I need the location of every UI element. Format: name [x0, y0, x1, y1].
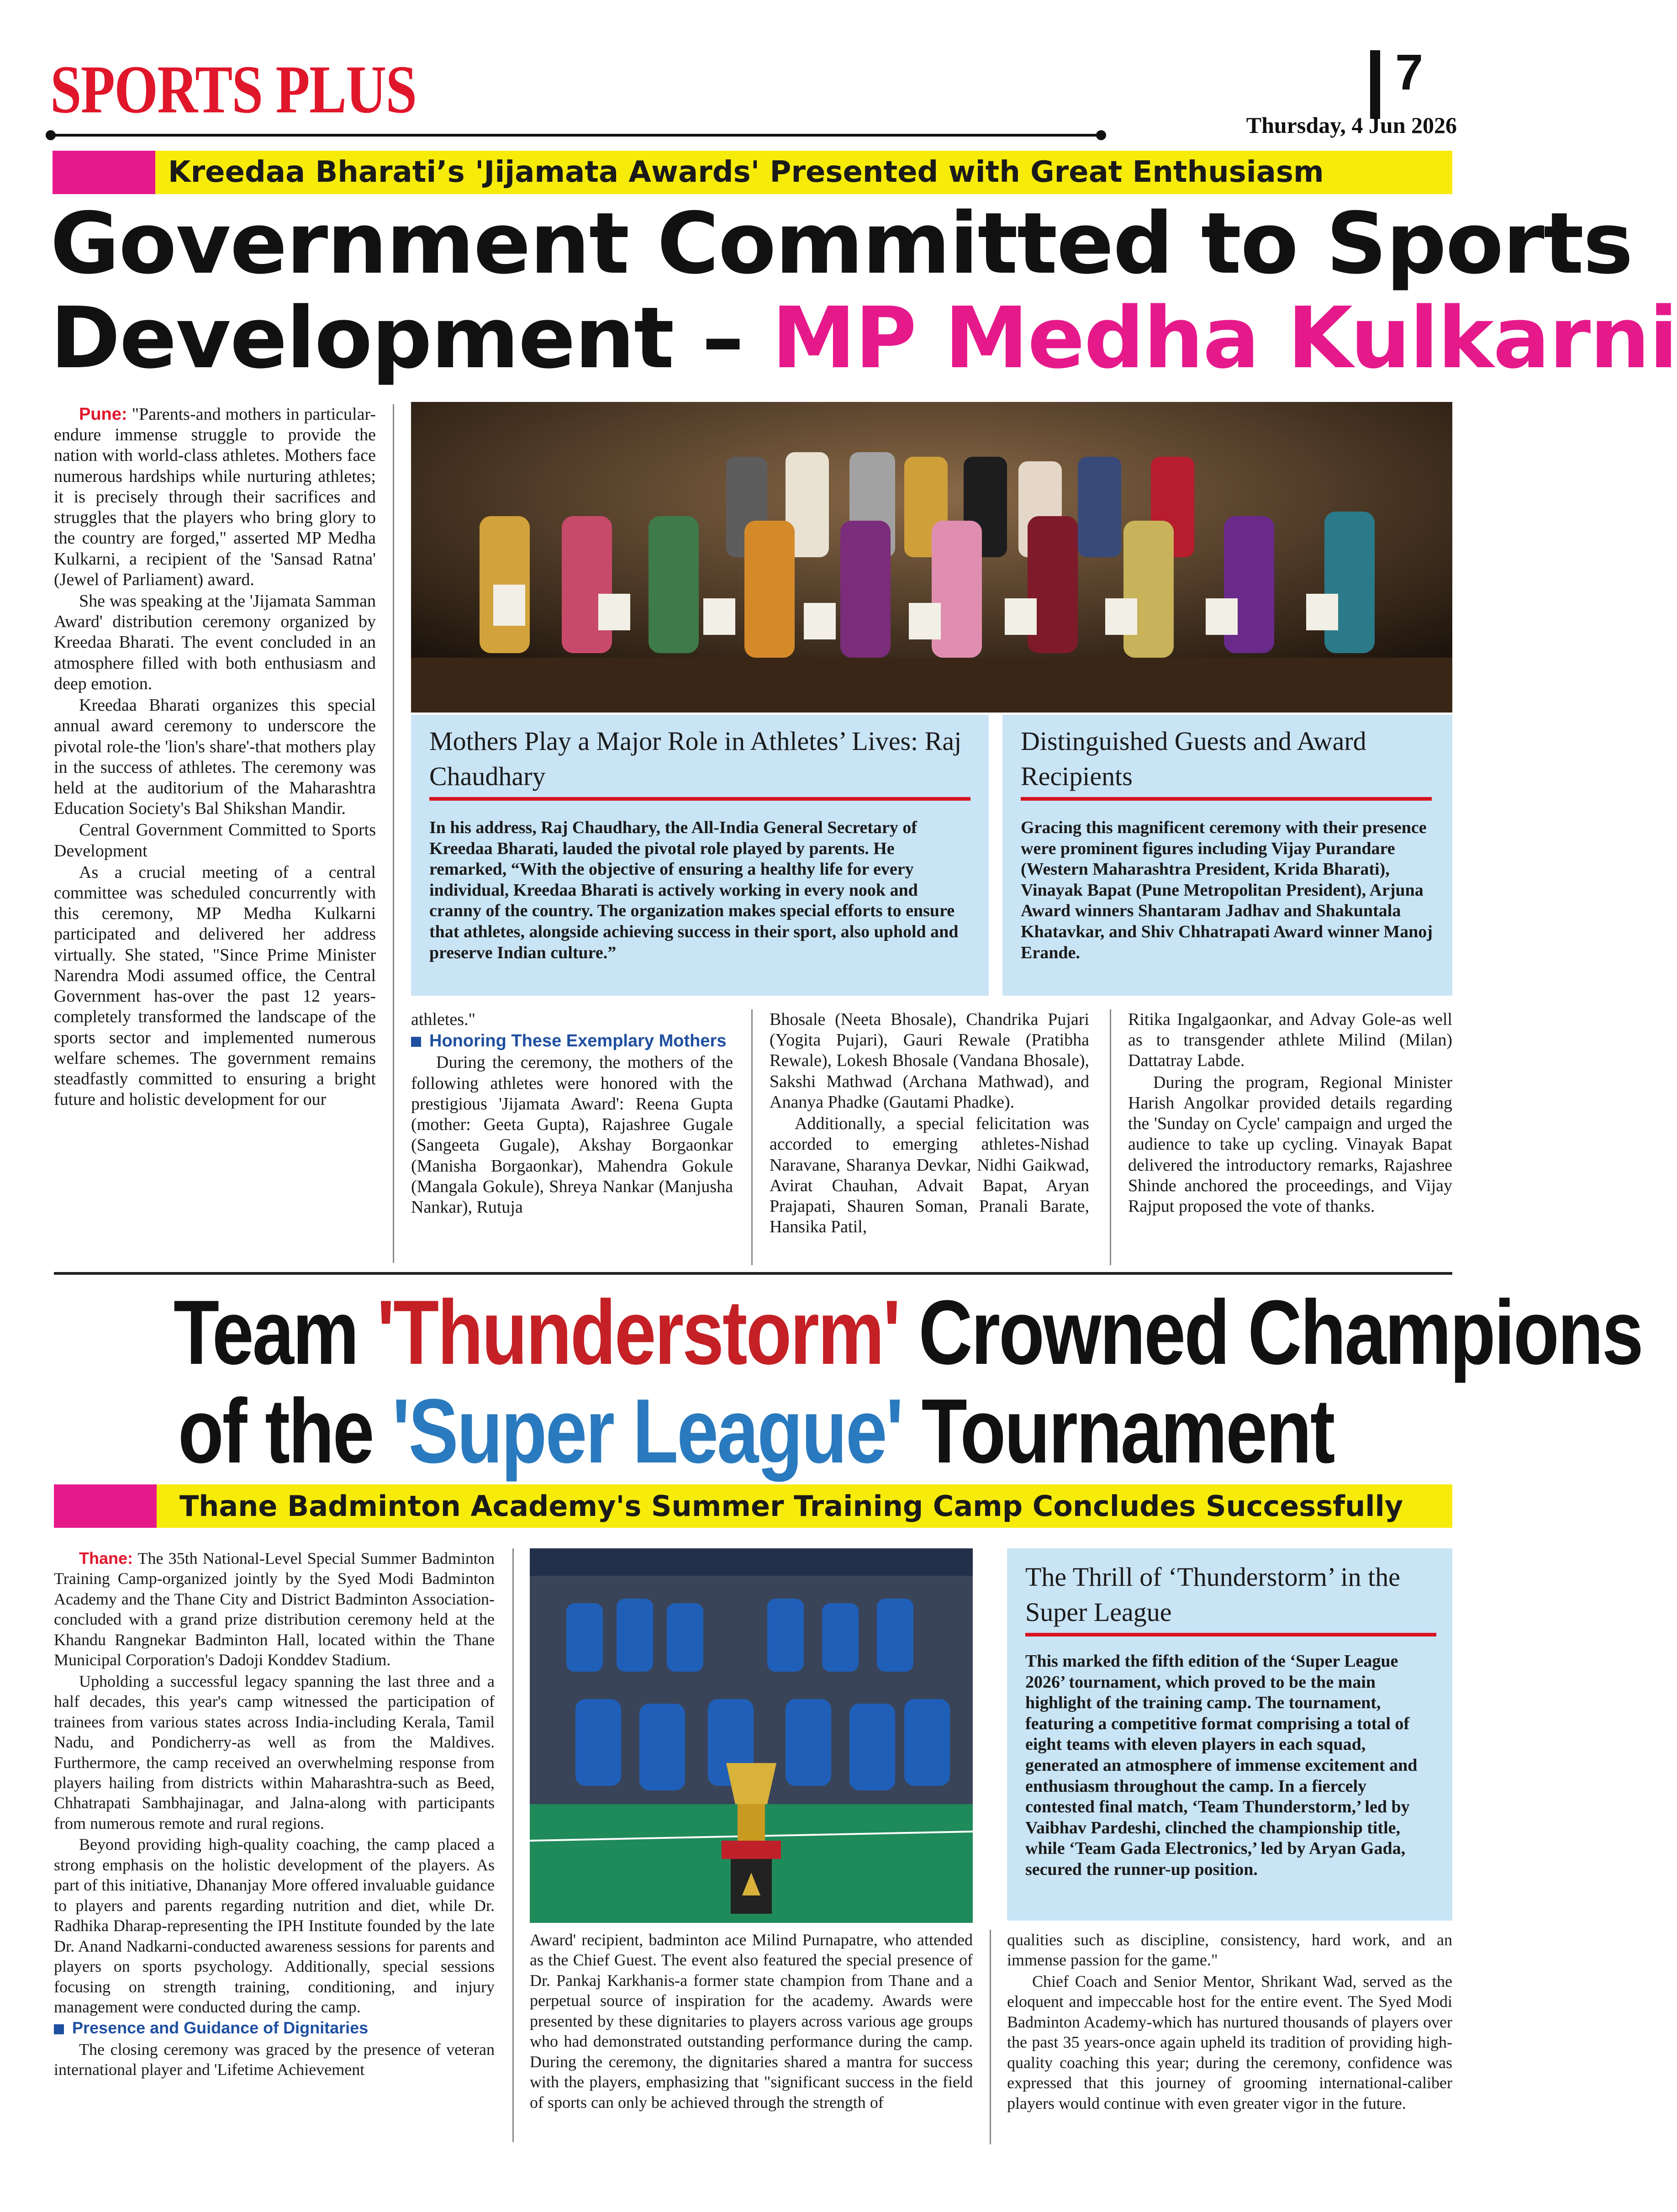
- ceremony-photo-illustration: [411, 402, 1452, 713]
- paragraph: Award' recipient, badminton ace Milind Purnapatre, who attended as the Chief Guest. The event also featured the special presence of Dr. Pankaj Karkhanis-a former state champion from Thane and a perpetual source of inspiration for the academy. Awards were presented by these dignitaries to players across various age groups who had demonstrated outstanding performance during the camp. During the ceremony, the dignitaries shared a mantra for success with the players, emphasizing that "significant success in the field of sports can only be achieved through the strength of: [530, 1931, 973, 2112]
- paragraph: Additionally, a special felicitation was accorded to emerging athletes-Nishad Naravane, Sharanya Devkar, Nidhi Gaikwad, Avirat Chauhan, Advait Bapat, Aryan Prajapati, Shauren Soman, Pranali Barate, Hansika Patil,: [770, 1114, 1089, 1237]
- paragraph: athletes.": [411, 1010, 476, 1029]
- rule-dot-right: [1096, 130, 1106, 140]
- box-body: This marked the fifth edition of the ‘Super League 2026’ tournament, which proved to be the main highlight of the training camp. The tournament, featuring a competitive format comprising a total of eight teams with eleven players in each squad, generated an atmosphere of immense excitement and enthusiasm throughout the camp. In a fiercely contested final match, ‘Team Thunderstorm,’ led by Vaibhav Pardeshi, clinched the championship title, while ‘Team Gada Electronics,’ led by Aryan Gada, secured the runner-up position.: [1025, 1652, 1418, 1879]
- story1-kicker: Kreedaa Bharati’s 'Jijamata Awards' Presented with Great Enthusiasm: [155, 151, 1452, 194]
- headline-line-2: of the 'Super League' Tournament: [178, 1380, 1334, 1482]
- story1-column-3: [770, 1009, 1089, 1265]
- story2-photo: [530, 1548, 973, 1923]
- paragraph: The closing ceremony was graced by the presence of veteran international player and 'Lifetime Achievement: [54, 2040, 495, 2079]
- story1-photo: [411, 402, 1452, 713]
- page-number: 7: [1395, 44, 1424, 100]
- story2-sidebar-box: [1007, 1548, 1452, 1921]
- story1-column-4: [1128, 1009, 1452, 1265]
- paragraph: As a crucial meeting of a central committee was scheduled concurrently with this ceremony, MP Medha Kulkarni participated and delivered her address virtually. She stated, "Since Prime Minister Narendra Modi assumed office, the Central Government has-over the past 12 years-completely transformed the landscape of the sports sector and implemented numerous welfare schemes. The government remains steadfastly committed to ensuring a bright future and holistic development for our: [54, 862, 376, 1109]
- headline-highlight: MP Medha Kulkarni: [771, 289, 1677, 388]
- subheading: Presence and Guidance of Dignitaries: [54, 2018, 495, 2038]
- paragraph: "Parents-and mothers in particular-endure immense struggle to provide the nation with world-class athletes. Mothers face numerous hardships while nurturing athletes; it is precisely through their sacrifices and struggles that the players who bring glory to the country are forged," asserted MP Medha Kulkarni, a recipient of the 'Sansad Ratna' (Jewel of Parliament) award.: [54, 405, 376, 589]
- column-divider: [751, 1009, 753, 1265]
- kicker-accent: [54, 1484, 157, 1528]
- headline-highlight: 'Super League': [392, 1380, 902, 1482]
- headline-highlight: 'Thunderstorm': [377, 1282, 899, 1383]
- paragraph: During the program, Regional Minister Harish Angolkar provided details regarding the 'Sunday on Cycle' campaign and urged the audience to take up cycling. Vinayak Bapat delivered the introductory remarks, Rajashree Shinde anchored the proceedings, and Vijay Rajput proposed the vote of thanks.: [1128, 1072, 1452, 1216]
- column-divider: [990, 1930, 991, 2144]
- column-divider: [512, 1548, 514, 2142]
- bullet-square-icon: [54, 2024, 64, 2034]
- headline-line-1: Team 'Thunderstorm' Crowned Champions: [173, 1282, 1642, 1383]
- story2-column-3: [1007, 1930, 1452, 2144]
- box-body: In his address, Raj Chaudhary, the All-India General Secretary of Kreedaa Bharati, lauded the pivotal role played by parents. He remarked, “With the objective of ensuring a healthy life for every individual, Kreedaa Bharati is actively working in every nook and cranny of the country. The organization makes special efforts to ensure that athletes, alongside achieving success in their sport, also uphold and preserve Indian culture.”: [429, 818, 959, 962]
- issue-date: Thursday, 4 Jun 2026: [1246, 112, 1457, 138]
- headline-text: Development –: [50, 289, 772, 388]
- dateline: Thane:: [79, 1549, 133, 1568]
- paragraph: Central Government Committed to Sports Development: [54, 820, 376, 861]
- masthead-rule: [50, 134, 1101, 137]
- story2-column-2: [530, 1930, 973, 2144]
- paragraph: Bhosale (Neeta Bhosale), Chandrika Pujari (Yogita Pujari), Gauri Rewale (Pratibha Rewale), Lokesh Bhosale (Vandana Bhosale), Sakshi Mathwad (Archana Mathwad), and Ananya Phadke (Gautami Phadke).: [770, 1010, 1089, 1112]
- story-separator: [54, 1272, 1452, 1275]
- story1-sidebar-box-2: [1002, 715, 1452, 996]
- section-masthead: SPORTS PLUS: [50, 52, 417, 127]
- paragraph: Upholding a successful legacy spanning the last three and a half decades, this year's camp witnessed the participation of trainees from various states across India-including Kerala, Tamil Nadu, and Pondicherry-as well as from the Maldives. Furthermore, the camp received an overwhelming response from players hailing from districts within Maharashtra-such as Beed, Chhatrapati Sambhajinagar, and Jalna-along with participants from numerous remote and rural regions.: [54, 1672, 495, 1832]
- headline-line-2: [50, 289, 1677, 388]
- team-photo-illustration: [530, 1548, 973, 1923]
- paragraph: Kreedaa Bharati organizes this special annual award ceremony to underscore the pivotal role-the 'lion's share'-that mothers play in the success of athletes. The ceremony was held at the auditorium of the Maharashtra Education Society's Bal Shikshan Mandir.: [54, 696, 376, 818]
- paragraph: qualities such as discipline, consistency, hard work, and an immense passion for the game.": [1007, 1931, 1452, 1969]
- story1-sidebar-box-1: [411, 715, 989, 996]
- box-title: Mothers Play a Major Role in Athletes’ Lives: Raj Chaudhary: [429, 726, 962, 791]
- story2-kicker: Thane Badminton Academy's Summer Training Camp Concludes Successfully: [157, 1484, 1452, 1528]
- column-divider: [1110, 1009, 1111, 1265]
- story1-column-2: [411, 1009, 733, 1265]
- story1-column-1: [54, 404, 376, 1263]
- paragraph: She was speaking at the 'Jijamata Samman Award' distribution ceremony organized by Kreedaa Bharati. The event concluded in an atmosphere filled with both enthusiasm and deep emotion.: [54, 591, 376, 693]
- subheading: Honoring These Exemplary Mothers: [411, 1031, 733, 1051]
- page-number-bar: [1370, 50, 1380, 119]
- paragraph: Chief Coach and Senior Mentor, Shrikant Wad, served as the eloquent and impeccable host for the entire event. The Syed Modi Badminton Academy-which has nurtured thousands of players over the past 35 years-once again upheld its tradition of providing high-quality coaching this year; during the ceremony, confidence was expressed that this journey of grooming international-caliber players would continue with even greater vigor in the future.: [1007, 1972, 1452, 2112]
- paragraph: Ritika Ingalgaonkar, and Advay Gole-as well as to transgender athlete Milind (Milan) Dattatray Labde.: [1128, 1010, 1452, 1071]
- box-title: The Thrill of ‘Thunderstorm’ in the Super League: [1025, 1562, 1400, 1627]
- box-rule: [1021, 797, 1432, 801]
- headline-line-1: Government Committed to Sports: [50, 194, 1633, 293]
- bullet-square-icon: [411, 1037, 421, 1047]
- box-rule: [1025, 1633, 1436, 1637]
- column-divider: [393, 404, 394, 1263]
- rule-dot-left: [46, 130, 56, 140]
- box-body: Gracing this magnificent ceremony with their presence were prominent figures including Vijay Purandare (Western Maharashtra President, Krida Bharati), Vinayak Bapat (Pune Metropolitan President), Arjuna Award winners Shantaram Jadhav and Shakuntala Khatavkar, and Shiv Chhatrapati Award winner Manoj Erande.: [1021, 818, 1433, 962]
- story1-headline: [50, 194, 1677, 388]
- dateline: Pune:: [79, 405, 127, 424]
- paragraph: Beyond providing high-quality coaching, the camp placed a strong emphasis on the holistic development of the players. As part of this initiative, Dhananjay More offered invaluable guidance to players and parents regarding nutrition and diet, while Dr. Radhika Dharap-representing the IPH Institute founded by the late Dr. Anand Nadkarni-conducted awareness sessions for parents and players on sports psychology. Additionally, special sessions focusing on strength training, conditioning, and injury management were conducted during the camp.: [54, 1835, 495, 2016]
- paragraph: During the ceremony, the mothers of the following athletes were honored with the prestigious 'Jijamata Award': Reena Gupta (mother: Geeta Gupta), Rajashree Gugale (Sangeeta Gugale), Akshay Borgaonkar (Manisha Borgaonkar), Mahendra Gokule (Mangala Gokule), Shreya Nankar (Manjusha Nankar), Rutuja: [411, 1053, 733, 1217]
- box-title: Distinguished Guests and Award Recipients: [1021, 726, 1366, 791]
- box-rule: [429, 797, 970, 801]
- story2-headline: [173, 1282, 1642, 1482]
- story2-column-1: Thane: The 35th National-Level Special Summer Badminton Training Camp-organized jointly by the Syed Modi Badminton Academy and the Thane City and District Badminton Association-concluded with a grand prize distribution ceremony held at the Khandu Rangnekar Badminton Hall, located within the Thane Municipal Corporation's Dadoji Konddev Stadium. Upholding a successful legacy spanning the last three and a half decades, this year's camp witnessed the participation of trainees from various states across India-including Kerala, Tamil Nadu, and Pondicherry-as well as from the Maldives. Furthermore, the camp received an overwhelming response from players hailing from districts within Maharashtra-such as Beed, Chhatrapati Sambhajinagar, and Jalna-along with participants from numerous remote and rural regions. Beyond providing high-quality coaching, the camp placed a strong emphasis on the holistic development of the players. As part of this initiative, Dhananjay More offered invaluable guidance to players and parents regarding nutrition and diet, while Dr. Radhika Dharap-representing the IPH Institute founded by the late Dr. Anand Nadkarni-conducted awareness sessions for parents and players on sports psychology. Additionally, special sessions focusing on strength training, conditioning, and injury management were conducted during the camp. Presence and Guidance of Dignitaries The closing ceremony was graced by the presence of veteran international player and 'Lifetime Achievement: [54, 1548, 495, 2142]
- kicker-accent: [53, 151, 155, 194]
